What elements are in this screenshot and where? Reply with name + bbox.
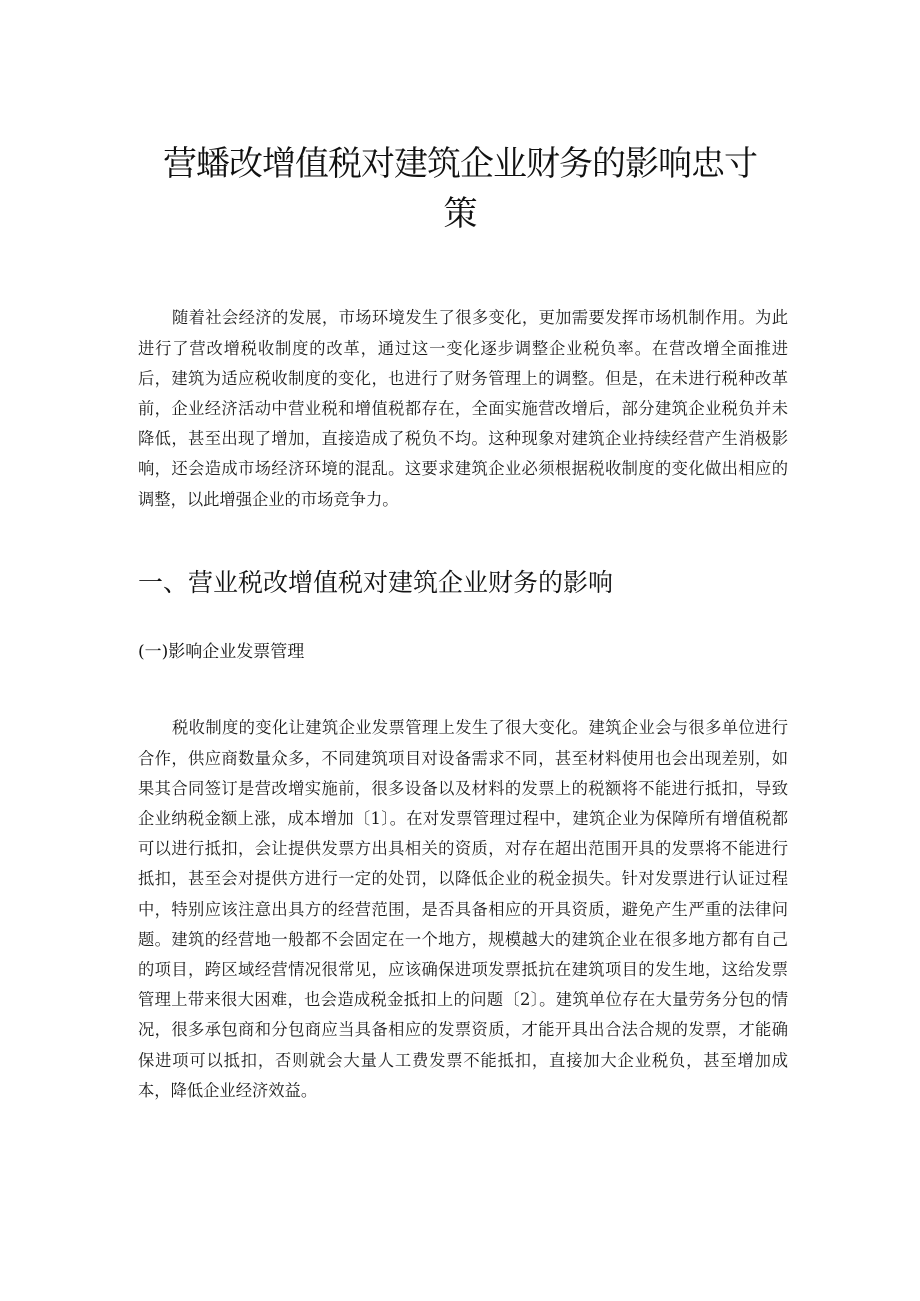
body-paragraph: 税收制度的变化让建筑企业发票管理上发生了很大变化。建筑企业会与很多单位进行合作，供应商数量众多，不同建筑项目对设备需求不同，甚至材料使用也会出现差别，如果其合同签订是营改增实施前，很多设备以及材料的发票上的税额将不能进行抵扣，导致企业纳税金额上涨，成本增加〔1〕。在对发票管理过程中，建筑企业为保障所有增值税都可以进行抵扣，会让提供发票方出具相关的资质，对存在超出范围开具的发票将不能进行抵扣，甚至会对提供方进行一定的处罚，以降低企业的税金损失。针对发票进行认证过程中，特别应该注意出具方的经营范围，是否具备相应的开具资质，避免产生严重的法律问题。建筑的经营地一般都不会固定在一个地方，规模越大的建筑企业在很多地方都有自己的项目，跨区域经营情况很常见，应该确保进项发票抵抗在建筑项目的发生地，这给发票管理上带来很大困难，也会造成税金抵扣上的问题〔2〕。建筑单位存在大量劳务分包的情况，很多承包商和分包商应当具备相应的发票资质，才能开具出合法合规的发票，才能确保进项可以抵扣，否则就会大量人工费发票不能抵扣，直接加大企业税负，甚至增加成本，降低企业经济效益。 <box>138 718 788 1100</box>
document-title: 营蟠改增值税对建筑企业财务的影响忠寸 <box>163 144 757 184</box>
intro-paragraph: 随着社会经济的发展，市场环境发生了很多变化，更加需要发挥市场机制作用。为此进行了营改增税收制度的改革，通过这一变化逐步调整企业税负率。在营改增全面推进后，建筑为适应税收制度的变化，也进行了财务管理上的调整。但是，在未进行税种改革前，企业经济活动中营业税和增值税都存在，全面实施营改增后，部分建筑企业税负并未降低，甚至出现了增加，直接造成了税负不均。这种现象对建筑企业持续经营产生消极影响，还会造成市场经济环境的混乱。这要求建筑企业必须根据税收制度的变化做出相应的调整，以此增强企业的市场竞争力。 <box>138 308 788 509</box>
document-title-continued: 策 <box>443 194 477 234</box>
section-heading: 一、营业税改增值税对建筑企业财务的影响 <box>138 568 614 597</box>
subsection-heading: (一)影响企业发票管理 <box>138 642 305 662</box>
